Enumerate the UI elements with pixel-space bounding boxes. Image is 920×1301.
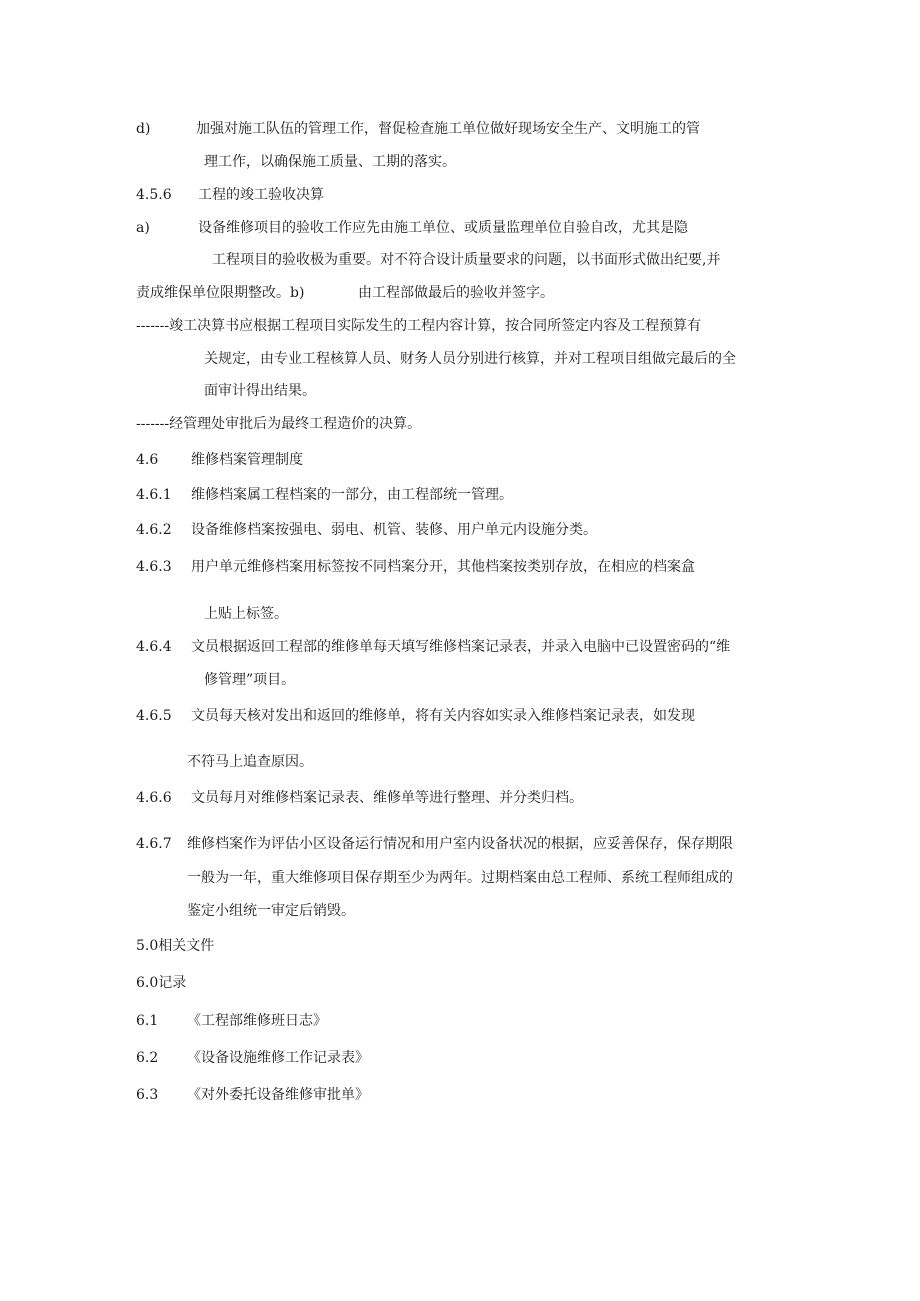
section-4-6-7-line-3: 鉴定小组统一审定后销毁。 xyxy=(187,903,355,919)
section-4-5-6-title: 工程的竣工验收决算 xyxy=(198,187,324,203)
section-4-6-title: 维修档案管理制度 xyxy=(191,452,303,468)
section-4-6-1-number: 4.6.1 xyxy=(136,487,172,503)
section-4-6-6-text: 文员每月对维修档案记录表、维修单等进行整理、并分类归档。 xyxy=(191,790,583,806)
item-d-line-2: 理工作，以确保施工质量、工期的落实。 xyxy=(204,154,456,170)
section-4-6-1-text: 维修档案属工程档案的一部分，由工程部统一管理。 xyxy=(191,487,513,503)
record-6-2-number: 6.2 xyxy=(136,1050,159,1066)
record-6-1-number: 6.1 xyxy=(136,1013,159,1029)
item-a-label: a) xyxy=(136,220,150,236)
section-4-6-4-line-1: 文员根据返回工程部的维修单每天填写维修档案记录表，并录入电脑中已设置密码的“维 xyxy=(191,639,731,655)
section-4-6-2-text: 设备维修档案按强电、弱电、机管、装修、用户单元内设施分类。 xyxy=(191,522,597,538)
section-4-6-6-number: 4.6.6 xyxy=(136,790,172,806)
section-4-5-6-number: 4.5.6 xyxy=(136,187,172,203)
record-6-1-title: 《工程部维修班日志》 xyxy=(187,1013,327,1029)
record-6-3-title: 《对外委托设备维修审批单》 xyxy=(187,1087,369,1103)
item-a-line-2: 工程项目的验收极为重要。对不符合设计质量要求的问题，以书面形式做出纪要,并 xyxy=(212,252,721,268)
item-b-text: 由工程部做最后的验收并签字。 xyxy=(358,285,554,301)
section-4-6-3-line-1: 用户单元维修档案用标签按不同档案分开，其他档案按类别存放，在相应的档案盒 xyxy=(191,559,695,575)
dash-paragraph-2: -------经管理处审批后为最终工程造价的决算。 xyxy=(136,416,422,432)
section-4-6-5-line-1: 文员每天核对发出和返回的维修单，将有关内容如实录入维修档案记录表，如发现 xyxy=(191,708,695,724)
section-4-6-3-number: 4.6.3 xyxy=(136,559,172,575)
section-4-6-4-number: 4.6.4 xyxy=(136,639,172,655)
section-4-6-2-number: 4.6.2 xyxy=(136,522,172,538)
record-6-2-title: 《设备设施维修工作记录表》 xyxy=(187,1050,369,1066)
section-4-6-7-line-2: 一般为一年，重大维修项目保存期至少为两年。过期档案由总工程师、系统工程师组成的 xyxy=(187,870,733,886)
dash-paragraph-1-line-3: 面审计得出结果。 xyxy=(204,383,316,399)
record-6-3-number: 6.3 xyxy=(136,1087,159,1103)
item-d-label: d) xyxy=(136,121,151,137)
item-a-line-1: 设备维修项目的验收工作应先由施工单位、或质量监理单位自验自改，尤其是隐 xyxy=(198,220,688,236)
section-4-6-3-line-2: 上贴上标签。 xyxy=(204,606,288,622)
dash-paragraph-1-line-2: 关规定，由专业工程核算人员、财务人员分别进行核算，并对工程项目组做完最后的全 xyxy=(204,351,736,367)
section-4-6-5-line-2: 不符马上追查原因。 xyxy=(187,754,313,770)
item-d-line-1: 加强对施工队伍的管理工作，督促检查施工单位做好现场安全生产、文明施工的管 xyxy=(196,121,700,137)
section-4-6-7-number: 4.6.7 xyxy=(136,836,172,852)
item-a-line-3: 责成维保单位限期整改。b) xyxy=(136,285,305,301)
section-4-6-7-line-1: 维修档案作为评估小区设备运行情况和用户室内设备状况的根据，应妥善保存，保存期限 xyxy=(187,836,733,852)
dash-paragraph-1-line-1: -------竣工决算书应根据工程项目实际发生的工程内容计算，按合同所签定内容及工程预算有 xyxy=(136,318,702,334)
section-4-6-4-line-2: 修管理”项目。 xyxy=(204,672,296,688)
section-6-0-heading: 6.0记录 xyxy=(136,975,187,991)
section-4-6-number: 4.6 xyxy=(136,452,159,468)
section-4-6-5-number: 4.6.5 xyxy=(136,708,172,724)
section-5-0-heading: 5.0相关文件 xyxy=(136,938,215,954)
